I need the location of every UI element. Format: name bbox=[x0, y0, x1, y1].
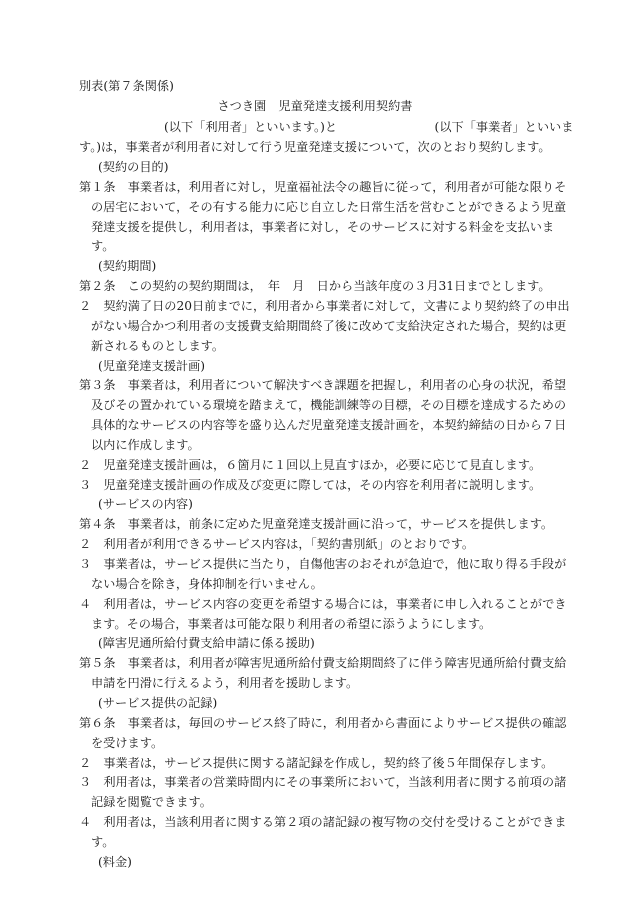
article-text-line: ２ 利用者が利用できるサービス内容は，「契約書別紙」のとおりです。 bbox=[79, 537, 475, 552]
article-text-line: 第３条 事業者は，利用者について解決すべき課題を把握し，利用者の心身の状況，希望 bbox=[79, 378, 567, 393]
article-text-line: す。 bbox=[91, 239, 115, 254]
section-heading: (児童発達支援計画) bbox=[98, 358, 206, 373]
article-text-line: ２ 契約満了日の20日前までに，利用者から事業者に対して，文書により契約終了の申出 bbox=[79, 298, 570, 313]
article-text-line: の居宅において，その有する能力に応じ自立した日常生活を営むことができるよう児童 bbox=[91, 199, 567, 214]
article-text-line: ３ 事業者は，サービス提供に当たり，自傷他害のおそれが急迫で，他に取り得る手段が bbox=[79, 557, 567, 571]
article-text-line: 記録を閲覧できます。 bbox=[91, 795, 212, 810]
section-heading: (サービスの内容) bbox=[98, 497, 193, 512]
article-text-line: ２ 事業者は，サービス提供に関する諸記録を作成し，契約終了後５年間保存します。 bbox=[79, 755, 554, 770]
article-text-line: ３ 利用者は，事業者の営業時間内にその事業所において，当該利用者に関する前項の諸 bbox=[79, 775, 567, 790]
article-text-line: 申請を円滑に行えるよう，利用者を援助します。 bbox=[91, 676, 359, 691]
section-heading: (契約期間) bbox=[98, 259, 157, 274]
article-text-line: 以内に作成します。 bbox=[91, 437, 200, 452]
intro-line: す。)は，事業者が利用者に対して行う児童発達支援について，次のとおり契約します。 bbox=[79, 140, 551, 154]
party-definition-line: (以下「利用者」といいます。)と (以下「事業者」といいま bbox=[164, 120, 574, 134]
article-text-line: 第１条 事業者は，利用者に対し，児童福祉法令の趣旨に従って，利用者が可能な限りそ bbox=[79, 179, 567, 194]
appendix-label: 別表(第７条関係) bbox=[79, 79, 174, 93]
article-text-line: 第５条 事業者は，利用者が障害児通所給付費支給期間終了に伴う障害児通所給付費支給 bbox=[79, 656, 567, 671]
section-heading: (契約の目的) bbox=[98, 160, 169, 174]
article-text-line: ３ 児童発達支援計画の作成及び変更に際しては，その内容を利用者に説明します。 bbox=[79, 477, 542, 492]
article-text-line: ２ 児童発達支援計画は，６箇月に１回以上見直すほか，必要に応じて見直します。 bbox=[79, 457, 542, 472]
section-heading: (料金) bbox=[98, 854, 132, 869]
article-text-line: 第６条 事業者は，毎回のサービス終了時に，利用者から書面によりサービス提供の確認 bbox=[79, 715, 567, 730]
article-text-line: を受けます。 bbox=[91, 735, 164, 750]
article-text-line: 具体的なサービスの内容等を盛り込んだ児童発達支援計画を，本契約締結の日から７日 bbox=[91, 418, 567, 433]
article-text-line: 第４条 事業者は，前条に定めた児童発達支援計画に沿って，サービスを提供します。 bbox=[79, 517, 554, 532]
article-text-line: がない場合かつ利用者の支援費支給期間終了後に改めて支給決定された場合，契約は更 bbox=[91, 318, 567, 333]
section-heading: (障害児通所給付費支給申請に係る援助) bbox=[98, 636, 315, 651]
article-text-line: 発達支援を提供し，利用者は，事業者に対し，そのサービスに対する料金を支払いま bbox=[91, 219, 555, 234]
section-heading: (サービス提供の記録) bbox=[98, 695, 218, 710]
article-text-line: 新されるものとします。 bbox=[91, 338, 225, 353]
article-text-line: ない場合を除き，身体抑制を行いません。 bbox=[91, 576, 323, 591]
document-title: さつき園 児童発達支援利用契約書 bbox=[217, 99, 413, 113]
article-text-line: ４ 利用者は，当該利用者に関する第２項の諸記録の複写物の交付を受けることができま bbox=[79, 815, 567, 830]
article-text-line: 第２条 この契約の契約期間は， 年 月 日から当該年度の３月31日までとします。 bbox=[79, 279, 551, 294]
article-text-line: ４ 利用者は，サービス内容の変更を希望する場合には，事業者に申し入れることができ bbox=[79, 596, 567, 611]
article-text-line: ます。その場合，事業者は可能な限り利用者の希望に添うようにします。 bbox=[91, 616, 492, 631]
article-text-line: 及びその置かれている環境を踏まえて，機能訓練等の目標，その目標を達成するための bbox=[91, 398, 567, 413]
article-text-line: す。 bbox=[91, 834, 115, 849]
